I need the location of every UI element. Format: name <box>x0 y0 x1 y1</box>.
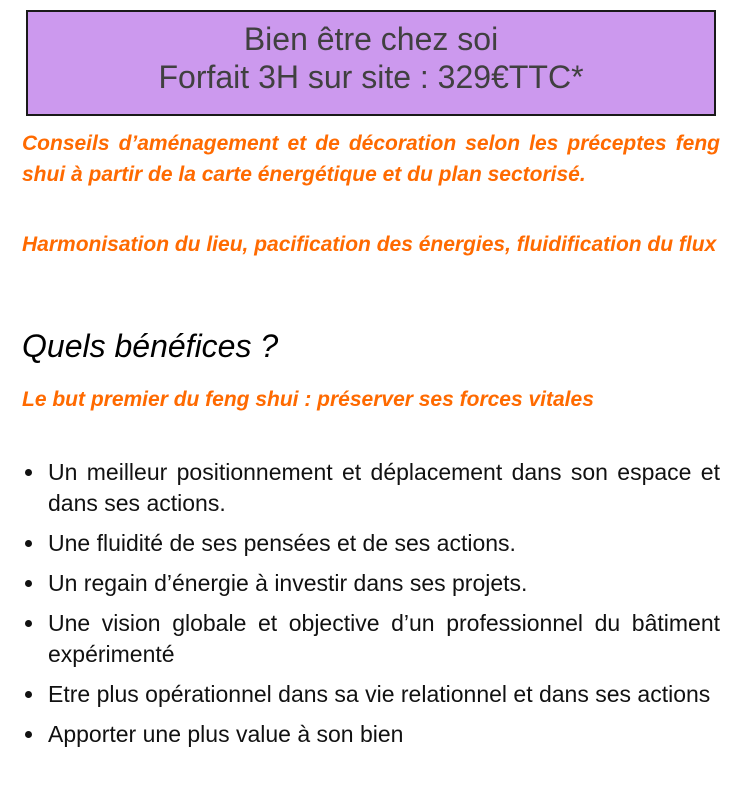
list-item <box>22 608 720 670</box>
bullet-icon <box>25 540 32 547</box>
bullet-icon <box>25 731 32 738</box>
benefit-text: Etre plus opérationnel dans sa vie relationnel et dans ses actions <box>48 681 711 707</box>
offer-title: Bien être chez soi <box>243 21 499 57</box>
bullet-icon <box>25 691 32 698</box>
list-item <box>22 568 720 599</box>
list-item <box>22 679 720 710</box>
benefit-text: Une vision globale et objective d’un professionnel du bâtiment expérimenté <box>48 610 720 667</box>
goal-paragraph: Le but premier du feng shui : préserver ses forces vitales <box>22 388 594 411</box>
offer-header-box <box>26 10 716 116</box>
advice-paragraph: Conseils d’aménagement et de décoration selon les préceptes feng shui à partir de la carte énergétique et du plan sectorisé. <box>22 132 720 186</box>
benefits-heading: Quels bénéfices ? <box>22 328 279 364</box>
benefit-text: Apporter une plus value à son bien <box>48 721 404 747</box>
bullet-icon <box>25 620 32 627</box>
list-item <box>22 528 720 559</box>
bullet-icon <box>25 469 32 476</box>
benefit-text: Un regain d’énergie à investir dans ses projets. <box>48 570 528 596</box>
benefit-text: Une fluidité de ses pensées et de ses actions. <box>48 530 516 556</box>
offer-price: Forfait 3H sur site : 329€TTC* <box>158 59 584 95</box>
harmonisation-paragraph: Harmonisation du lieu, pacification des énergies, fluidification du flux <box>22 233 717 256</box>
benefit-text: Un meilleur positionnement et déplacement dans son espace et dans ses actions. <box>48 459 720 516</box>
list-item <box>22 457 720 519</box>
bullet-icon <box>25 580 32 587</box>
benefits-list <box>22 457 720 759</box>
list-item <box>22 719 720 750</box>
